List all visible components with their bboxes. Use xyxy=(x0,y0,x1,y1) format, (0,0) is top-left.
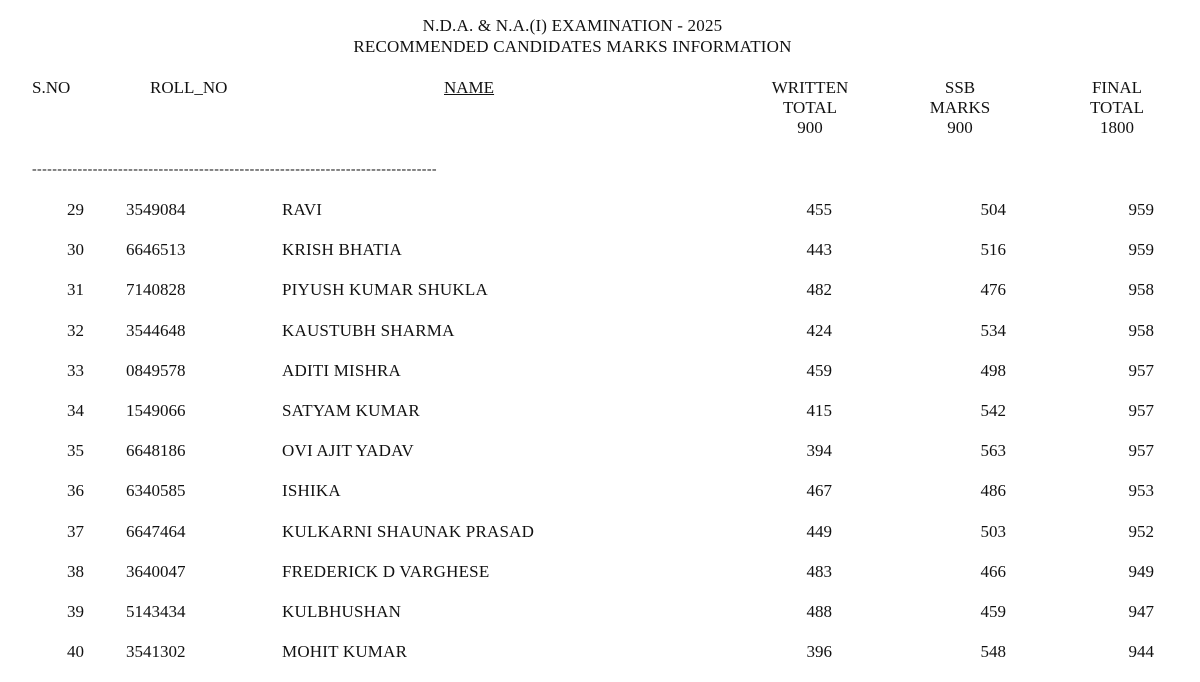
cell-final: 958 xyxy=(1128,280,1154,300)
cell-sno: 36 xyxy=(67,481,84,501)
cell-sno: 32 xyxy=(67,320,84,340)
table-row xyxy=(0,481,1200,521)
table-row xyxy=(0,280,1200,320)
cell-ssb: 534 xyxy=(980,320,1006,340)
cell-name: ADITI MISHRA xyxy=(282,360,402,380)
cell-written: 424 xyxy=(806,320,832,340)
cell-final: 952 xyxy=(1128,521,1154,541)
cell-final: 957 xyxy=(1128,360,1154,380)
cell-final: 949 xyxy=(1128,561,1154,581)
table-row xyxy=(0,522,1200,562)
column-header-sno: S.NO xyxy=(32,78,71,97)
cell-final: 957 xyxy=(1128,441,1154,461)
cell-name: KULBHUSHAN xyxy=(282,601,402,621)
table-row xyxy=(0,401,1200,441)
column-header-line: MARKS xyxy=(929,98,991,117)
cell-name: MOHIT KUMAR xyxy=(282,642,408,662)
table-row xyxy=(0,441,1200,481)
cell-sno: 39 xyxy=(67,601,84,621)
cell-roll-no: 5143434 xyxy=(126,601,186,621)
cell-roll-no: 6647464 xyxy=(126,521,186,541)
document-title: N.D.A. & N.A.(I) EXAMINATION - 2025 xyxy=(422,16,723,35)
cell-roll-no: 0849578 xyxy=(126,360,186,380)
cell-ssb: 548 xyxy=(980,642,1006,662)
column-header-ssb-marks xyxy=(905,78,1015,138)
cell-name: ISHIKA xyxy=(282,481,341,501)
cell-name: OVI AJIT YADAV xyxy=(282,441,414,461)
cell-sno: 29 xyxy=(67,200,84,219)
column-header-max: 1800 xyxy=(1100,118,1134,137)
cell-roll-no: 3640047 xyxy=(126,561,186,581)
table-row xyxy=(0,321,1200,361)
header-divider: -------------------------------------------------------------------------------- xyxy=(32,162,437,177)
cell-name: SATYAM KUMAR xyxy=(282,400,420,420)
cell-ssb: 504 xyxy=(980,200,1006,219)
cell-ssb: 516 xyxy=(980,240,1006,260)
cell-final: 944 xyxy=(1128,642,1154,662)
document-subtitle: RECOMMENDED CANDIDATES MARKS INFORMATION xyxy=(353,37,792,56)
cell-final: 957 xyxy=(1128,400,1154,420)
cell-sno: 38 xyxy=(67,561,84,581)
cell-written: 483 xyxy=(806,561,832,581)
cell-written: 482 xyxy=(806,280,832,300)
cell-written: 459 xyxy=(806,360,832,380)
cell-name: PIYUSH KUMAR SHUKLA xyxy=(282,280,488,300)
column-header-line: SSB xyxy=(944,78,976,97)
table-row xyxy=(0,200,1200,240)
column-header-final-total xyxy=(1062,78,1172,138)
cell-sno: 31 xyxy=(67,280,84,300)
cell-sno: 40 xyxy=(67,642,84,662)
column-header-max: 900 xyxy=(947,118,973,137)
cell-written: 449 xyxy=(806,521,832,541)
cell-final: 958 xyxy=(1128,320,1154,340)
cell-name: KRISH BHATIA xyxy=(282,240,402,260)
cell-final: 959 xyxy=(1128,240,1154,260)
cell-written: 467 xyxy=(806,481,832,501)
cell-roll-no: 3541302 xyxy=(126,642,186,662)
cell-roll-no: 6646513 xyxy=(126,240,186,260)
cell-written: 396 xyxy=(806,642,832,662)
cell-final: 947 xyxy=(1128,601,1154,621)
table-row xyxy=(0,642,1200,682)
cell-ssb: 476 xyxy=(980,280,1006,300)
cell-ssb: 503 xyxy=(980,521,1006,541)
column-header-max: 900 xyxy=(797,118,823,137)
cell-roll-no: 6340585 xyxy=(126,481,186,501)
cell-ssb: 459 xyxy=(980,601,1006,621)
cell-ssb: 466 xyxy=(980,561,1006,581)
table-row xyxy=(0,240,1200,280)
cell-written: 455 xyxy=(806,200,832,219)
candidates-table xyxy=(0,200,1200,682)
cell-sno: 34 xyxy=(67,400,84,420)
column-header-name: NAME xyxy=(444,78,495,97)
column-header-line: WRITTEN xyxy=(771,78,849,97)
cell-roll-no: 3544648 xyxy=(126,320,186,340)
cell-final: 959 xyxy=(1128,200,1154,219)
cell-final: 953 xyxy=(1128,481,1154,501)
cell-ssb: 486 xyxy=(980,481,1006,501)
cell-name: RAVI xyxy=(282,200,323,219)
cell-ssb: 542 xyxy=(980,400,1006,420)
column-header-line: TOTAL xyxy=(1089,98,1145,117)
cell-sno: 33 xyxy=(67,360,84,380)
cell-written: 488 xyxy=(806,601,832,621)
cell-roll-no: 1549066 xyxy=(126,400,186,420)
table-row xyxy=(0,602,1200,642)
cell-roll-no: 7140828 xyxy=(126,280,186,300)
cell-ssb: 563 xyxy=(980,441,1006,461)
table-row xyxy=(0,361,1200,401)
cell-sno: 37 xyxy=(67,521,84,541)
cell-roll-no: 3549084 xyxy=(126,200,186,219)
column-header-line: FINAL xyxy=(1091,78,1143,97)
cell-ssb: 498 xyxy=(980,360,1006,380)
cell-name: KULKARNI SHAUNAK PRASAD xyxy=(282,521,535,541)
cell-sno: 30 xyxy=(67,240,84,260)
cell-written: 394 xyxy=(806,441,832,461)
cell-written: 415 xyxy=(806,400,832,420)
cell-name: FREDERICK D VARGHESE xyxy=(282,561,490,581)
column-header-roll-no: ROLL_NO xyxy=(150,78,228,97)
cell-sno: 35 xyxy=(67,441,84,461)
cell-name: KAUSTUBH SHARMA xyxy=(282,320,455,340)
cell-written: 443 xyxy=(806,240,832,260)
table-row xyxy=(0,562,1200,602)
cell-roll-no: 6648186 xyxy=(126,441,186,461)
column-header-written-total xyxy=(755,78,865,138)
column-header-line: TOTAL xyxy=(782,98,838,117)
